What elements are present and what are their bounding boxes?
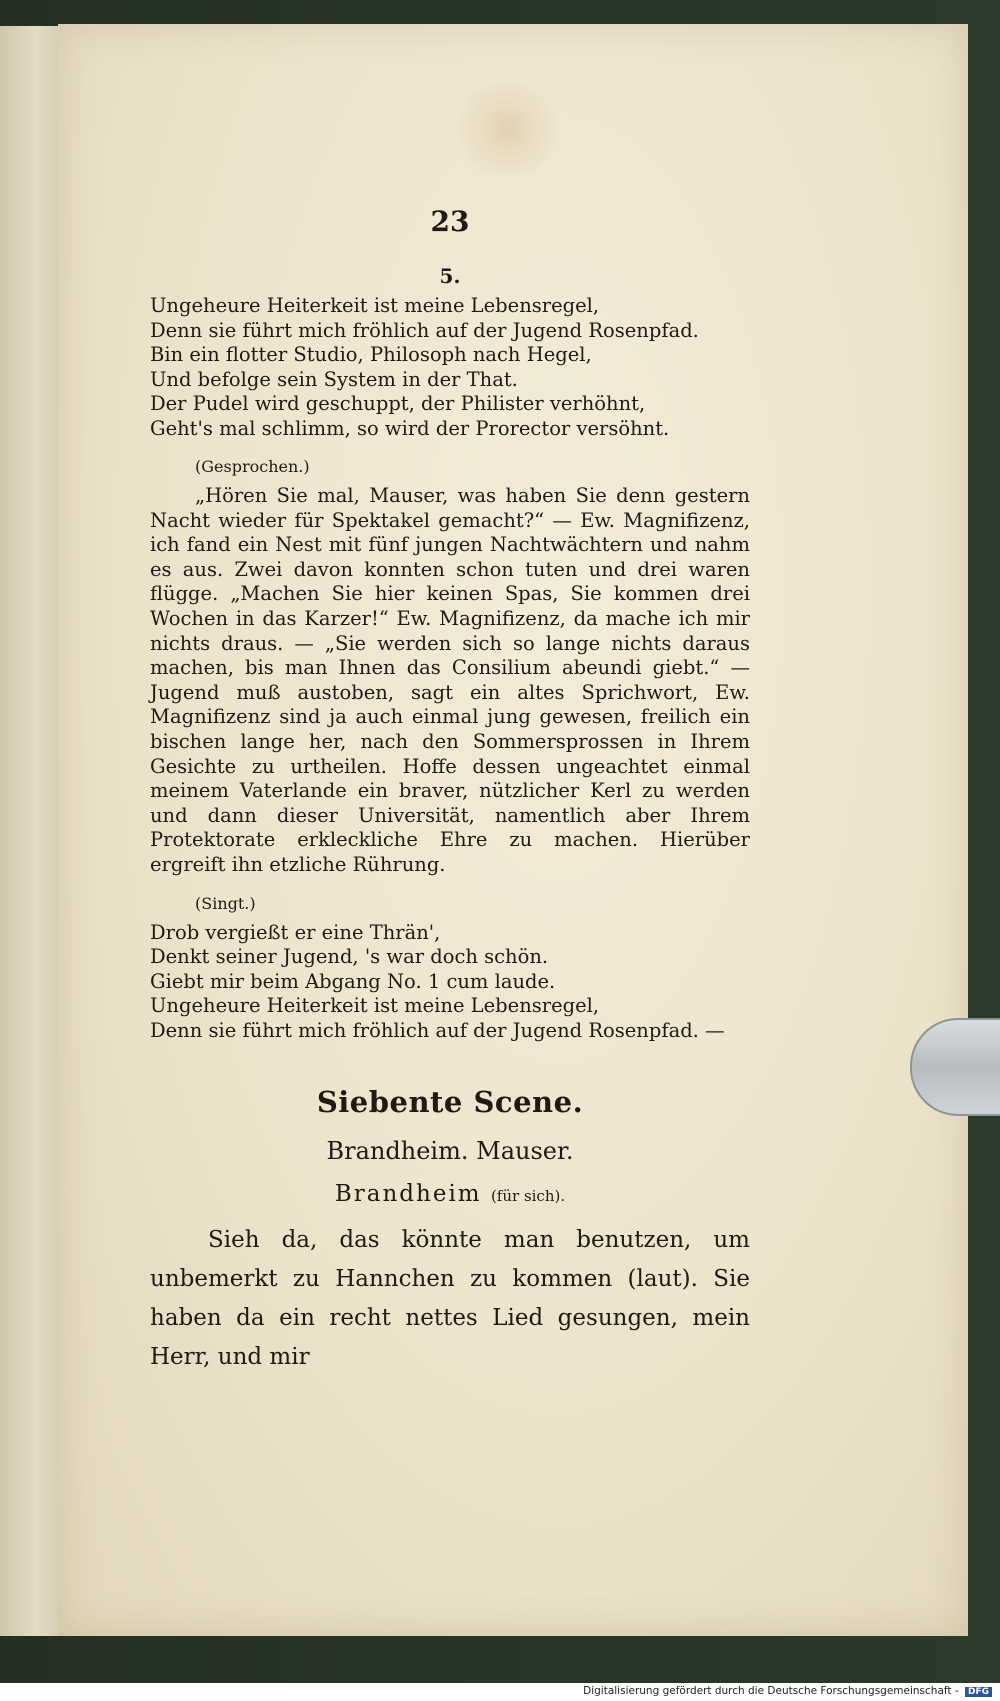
page-number: 23 bbox=[430, 205, 470, 238]
verse-line: Ungeheure Heiterkeit ist meine Lebensregel, bbox=[150, 994, 600, 1017]
left-page-edge bbox=[0, 26, 62, 1636]
stage-direction-sung: (Singt.) bbox=[195, 893, 256, 913]
dfg-logo: DFG bbox=[965, 1687, 992, 1697]
verse-line: Bin ein flotter Studio, Philosoph nach Hegel, bbox=[150, 343, 592, 366]
page-clip bbox=[910, 1018, 1000, 1116]
footer-credit bbox=[583, 1685, 992, 1697]
spoken-paragraph: „Hören Sie mal, Mauser, was haben Sie denn gestern Nacht wieder für Spektakel gemacht?“ — Ew. Magnifizenz, ich fand ein Nest mit fünf jungen Nachtwächtern und nahm es aus. Zwei davon konnten schon tuten und drei waren flügge. „Machen Sie hier keinen Spas, Sie kommen drei Wochen in das Karzer!“ Ew. Magnifizenz, da mache ich mir nichts draus. — „Sie werden sich so lange nichts daraus machen, bis man Ihnen das Consilium abeundi giebt.“ — Jugend muß austoben, sagt ein altes Sprichwort, Ew. Magnifizenz sind ja auch einmal jung gewesen, freilich ein bischen lange her, nach den Sommersprossen in Ihrem Gesichte zu urtheilen. Hoffe dessen ungeachtet einmal meinem Vaterlande ein braver, nützlicher Kerl zu werden und dann dieser Universität, namentlich aber Ihrem Protektorate erkleckliche Ehre zu machen. Hierüber ergreift ihn etzliche Rührung. bbox=[150, 484, 750, 876]
scene-title: Siebente Scene. bbox=[316, 1085, 584, 1119]
footer-text: Digitalisierung gefördert durch die Deutsche Forschungsgemeinschaft - bbox=[583, 1685, 959, 1697]
stage-direction-spoken: (Gesprochen.) bbox=[195, 457, 310, 476]
scene-persons: Brandheim. Mauser. bbox=[326, 1137, 574, 1165]
section-number: 5. bbox=[439, 264, 461, 288]
sung-verse bbox=[150, 921, 750, 1044]
speaker-direction: (für sich). bbox=[490, 1187, 566, 1205]
verse-line: Und befolge sein System in der That. bbox=[150, 367, 518, 391]
verse-line: Ungeheure Heiterkeit ist meine Lebensregel, bbox=[150, 294, 600, 317]
verse-line: Der Pudel wird geschuppt, der Philister verhöhnt, bbox=[150, 392, 646, 415]
speaker-heading bbox=[150, 1181, 750, 1207]
paper-stain bbox=[448, 84, 568, 174]
verse-line: Drob vergießt er eine Thrän', bbox=[150, 920, 441, 944]
page-content bbox=[150, 205, 750, 1377]
verse-line: Denn sie führt mich fröhlich auf der Jugend Rosenpfad. bbox=[150, 318, 699, 342]
verse-line: Denkt seiner Jugend, 's war doch schön. bbox=[150, 945, 549, 968]
speaker-name: Brandheim bbox=[334, 1181, 482, 1207]
verse-line: Denn sie führt mich fröhlich auf der Jugend Rosenpfad. — bbox=[150, 1018, 725, 1042]
verse-line: Geht's mal schlimm, so wird der Prorector versöhnt. bbox=[150, 416, 670, 440]
speech-paragraph: Sieh da, das könnte man benutzen, um unbemerkt zu Hannchen zu kommen (laut). Sie haben da ein recht nettes Lied gesungen, mein Herr, und mir bbox=[150, 1227, 750, 1370]
verse-line: Giebt mir beim Abgang No. 1 cum laude. bbox=[150, 969, 556, 993]
song-verse bbox=[150, 294, 750, 441]
